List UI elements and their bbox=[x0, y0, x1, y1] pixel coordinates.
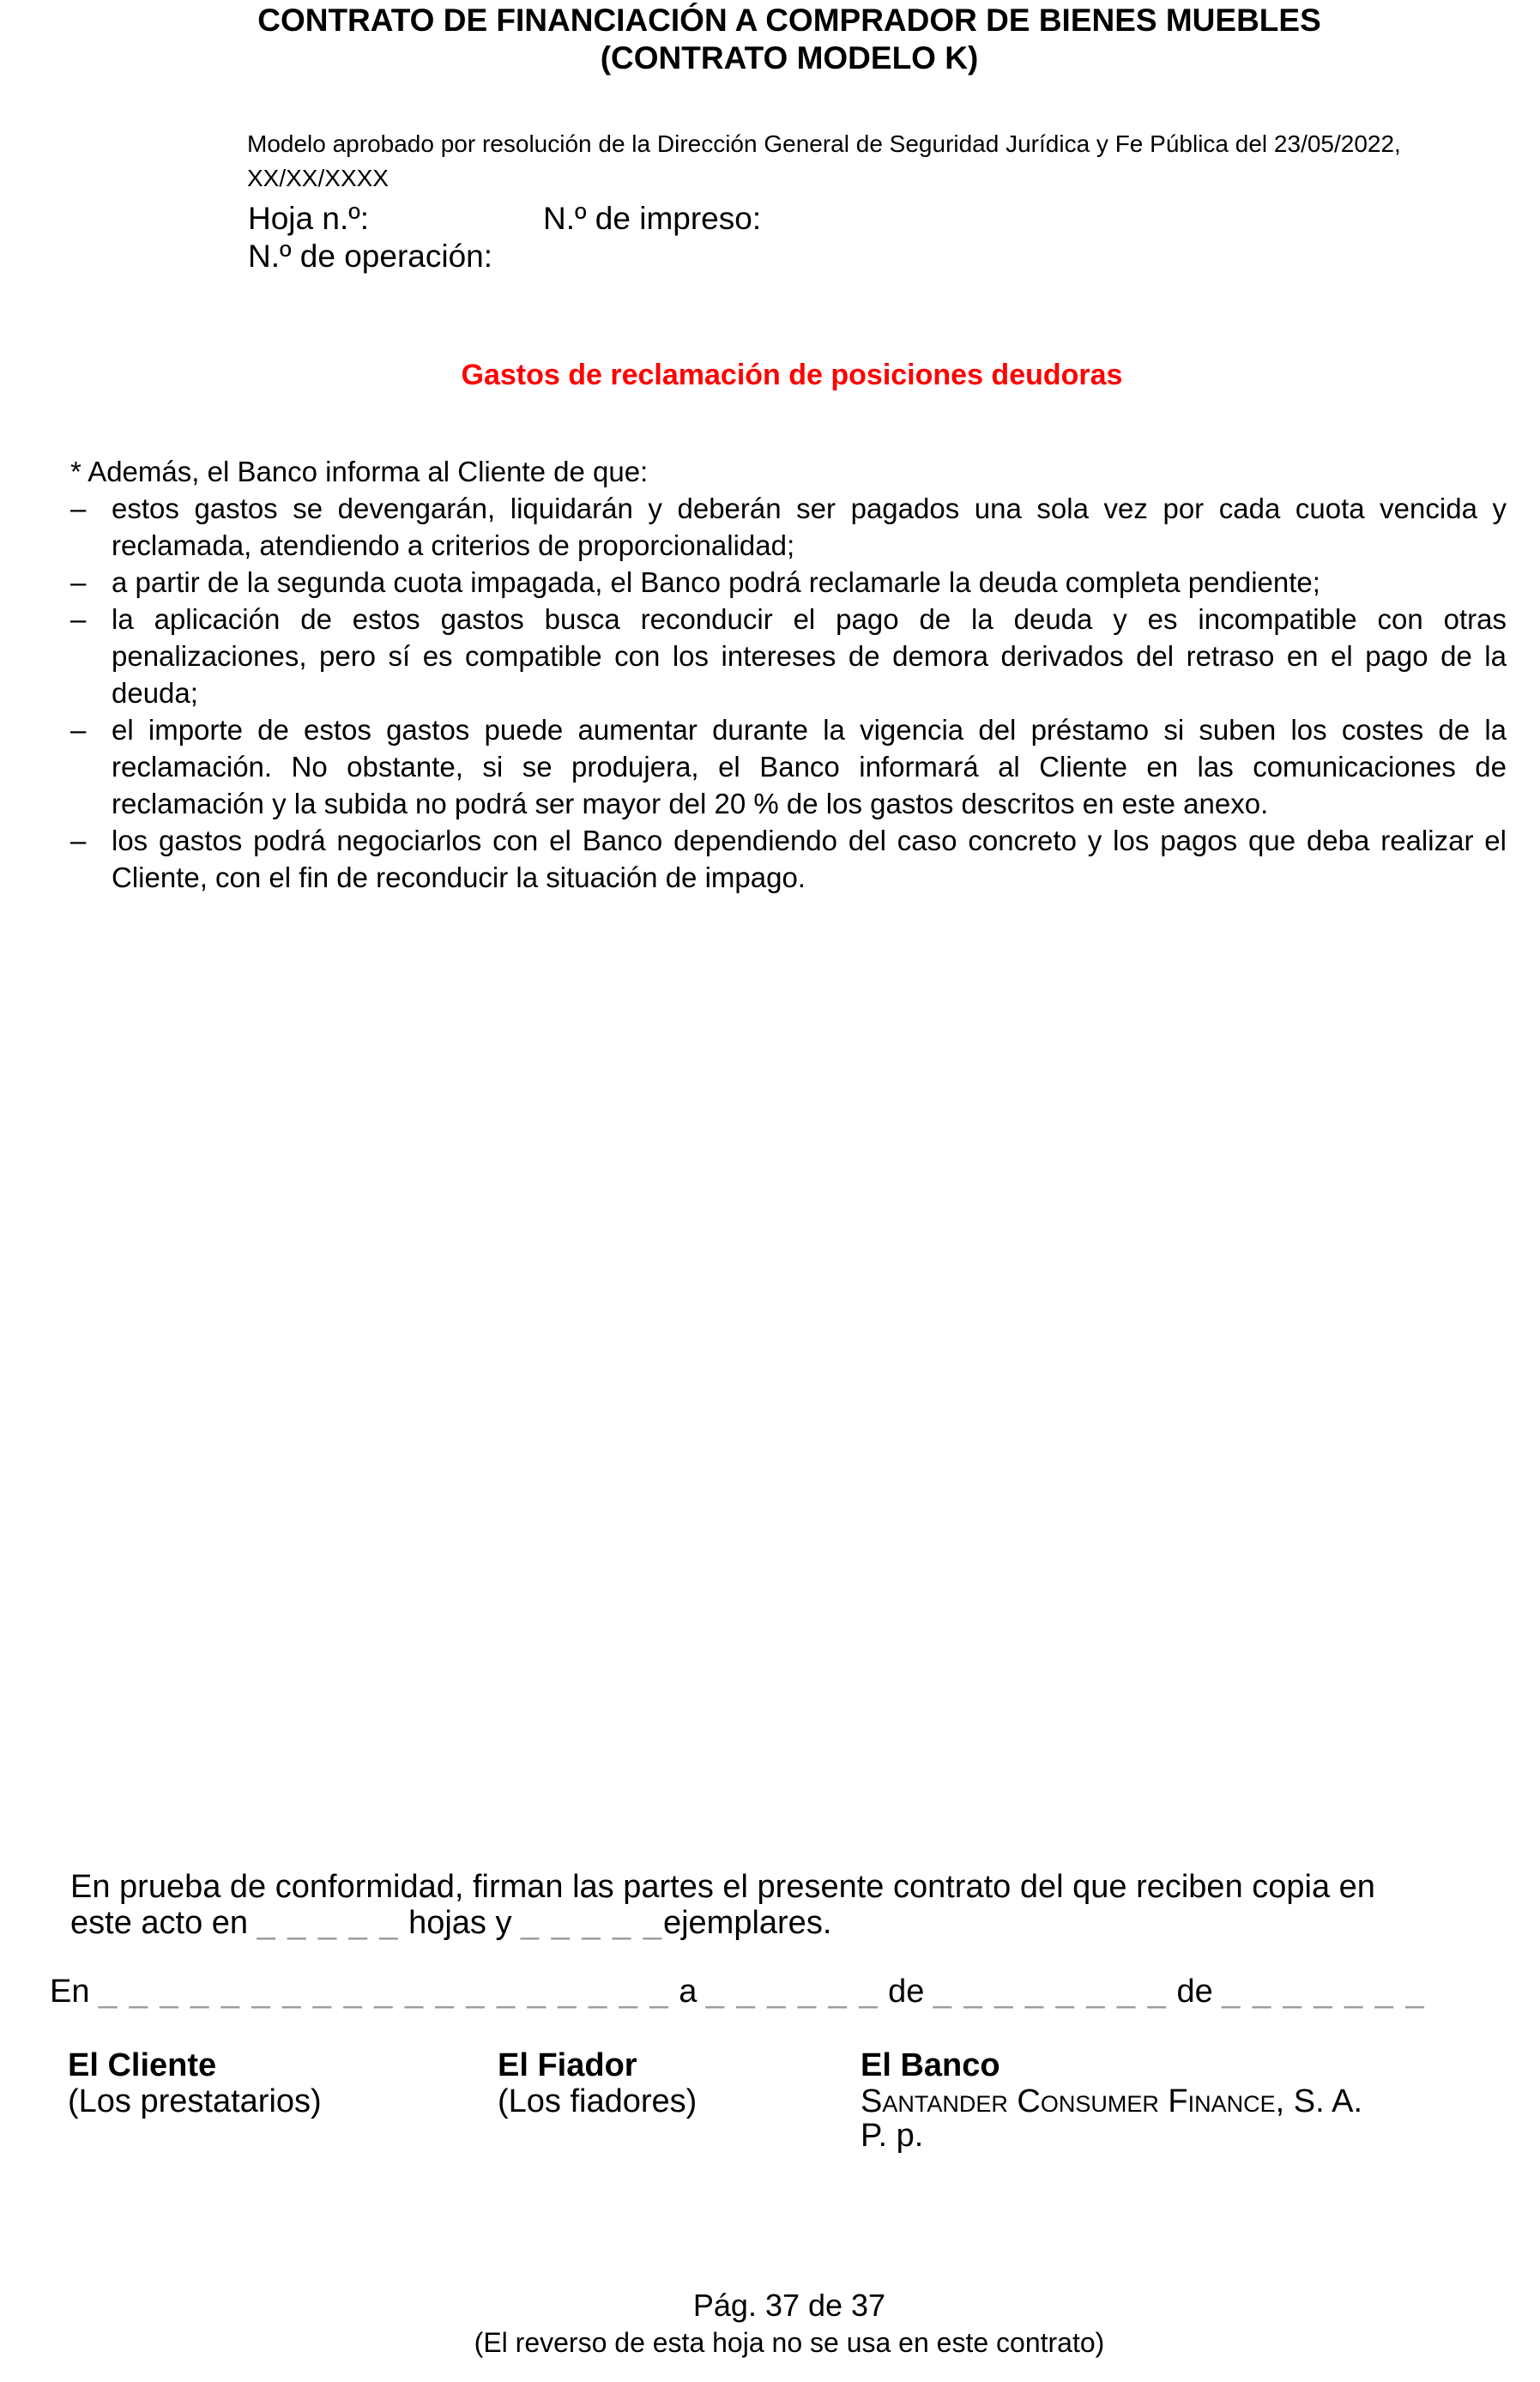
document-subtitle: (CONTRATO MODELO K) bbox=[600, 40, 979, 76]
approval-text: Modelo aprobado por resolución de la Dirección General de Seguridad Jurídica y Fe Pública del 23/05/2022, bbox=[247, 130, 1401, 157]
dash-bullet: – bbox=[70, 714, 87, 746]
reverse-note: (El reverso de esta hoja no se usa en este contrato) bbox=[474, 2327, 1105, 2358]
dash-bullet: – bbox=[70, 493, 87, 524]
month-blank-field[interactable]: _ _ _ _ _ _ _ _ bbox=[933, 1974, 1168, 2010]
list-item-text: la aplicación de estos gastos busca reconducir el pago de la deuda y es incompatible con otras penalizaciones, pero sí es compatible con los intereses de demora derivados del retraso en el pago de la deuda; bbox=[112, 603, 1507, 709]
month-prefix: de bbox=[888, 1974, 925, 2010]
sheets-word: hojas y bbox=[408, 1905, 512, 1941]
section-intro: * Además, el Banco informa al Cliente de que: bbox=[70, 456, 649, 487]
place-blank-field[interactable]: _ _ _ _ _ _ _ _ _ _ _ _ _ _ _ _ _ _ _ bbox=[99, 1974, 670, 2010]
copies-word: ejemplares. bbox=[662, 1905, 832, 1941]
bank-signature-title: El Banco bbox=[861, 2047, 1000, 2083]
list-item bbox=[70, 711, 1507, 822]
year-blank-field[interactable]: _ _ _ _ _ _ _ bbox=[1222, 1974, 1426, 2010]
section-body bbox=[70, 453, 1507, 896]
day-prefix: a bbox=[679, 1974, 698, 2010]
operation-number-label: N.º de operación: bbox=[248, 239, 493, 274]
copies-blank-field[interactable]: _ _ _ _ _ bbox=[521, 1905, 663, 1941]
guarantor-signature-title: El Fiador bbox=[498, 2047, 637, 2083]
list-item-text: estos gastos se devengarán, liquidarán y deberán ser pagados una sola vez por cada cuota vencida y reclamada, atendiendo a criterios de proporcionalidad; bbox=[112, 493, 1507, 561]
dash-bullet: – bbox=[70, 603, 87, 635]
bank-pp: P. p. bbox=[861, 2118, 924, 2154]
section-heading: Gastos de reclamación de posiciones deudoras bbox=[461, 359, 1123, 391]
conditions-list bbox=[70, 490, 1507, 896]
place-prefix: En bbox=[50, 1974, 90, 2010]
document-title: CONTRATO DE FINANCIACIÓN A COMPRADOR DE BIENES MUEBLES bbox=[257, 3, 1321, 38]
conformity-prefix: este acto en bbox=[70, 1905, 249, 1941]
year-prefix: de bbox=[1176, 1974, 1213, 2010]
print-number-label: N.º de impreso: bbox=[543, 201, 762, 236]
bank-name: Santander Consumer Finance, S. A. bbox=[861, 2083, 1363, 2119]
approval-date-placeholder: XX/XX/XXXX bbox=[247, 165, 389, 191]
page-number: Pág. 37 de 37 bbox=[692, 2288, 886, 2323]
place-date-line bbox=[50, 1974, 1426, 2010]
day-blank-field[interactable]: _ _ _ _ _ _ bbox=[705, 1974, 879, 2010]
client-signature-title: El Cliente bbox=[68, 2047, 217, 2083]
conformity-text: En prueba de conformidad, firman las partes el presente contrato del que reciben copia en bbox=[70, 1869, 1375, 1905]
sheet-number-label: Hoja n.º: bbox=[248, 201, 370, 236]
conformity-line2 bbox=[70, 1905, 831, 1942]
list-item-text: a partir de la segunda cuota impagada, el Banco podrá reclamarle la deuda completa pendiente; bbox=[112, 566, 1320, 598]
guarantor-signature-subtitle: (Los fiadores) bbox=[498, 2083, 698, 2119]
client-signature-subtitle: (Los prestatarios) bbox=[68, 2083, 322, 2119]
list-item-text: los gastos podrá negociarlos con el Banco dependiendo del caso concreto y los pagos que deba realizar el Cliente, con el fin de reconducir la situación de impago. bbox=[112, 825, 1507, 893]
list-item-text: el importe de estos gastos puede aumentar durante la vigencia del préstamo si suben los costes de la reclamación. No obstante, si se produjera, el Banco informará al Cliente en las comunicaciones de reclamación y la subida no podrá ser mayor del 20 % de los gastos descritos en este anexo. bbox=[112, 714, 1507, 819]
list-item bbox=[70, 822, 1507, 896]
list-item bbox=[70, 601, 1507, 711]
sheets-blank-field[interactable]: _ _ _ _ _ bbox=[257, 1905, 400, 1941]
dash-bullet: – bbox=[70, 825, 87, 856]
list-item bbox=[70, 490, 1507, 564]
dash-bullet: – bbox=[70, 566, 87, 598]
list-item bbox=[70, 564, 1507, 601]
